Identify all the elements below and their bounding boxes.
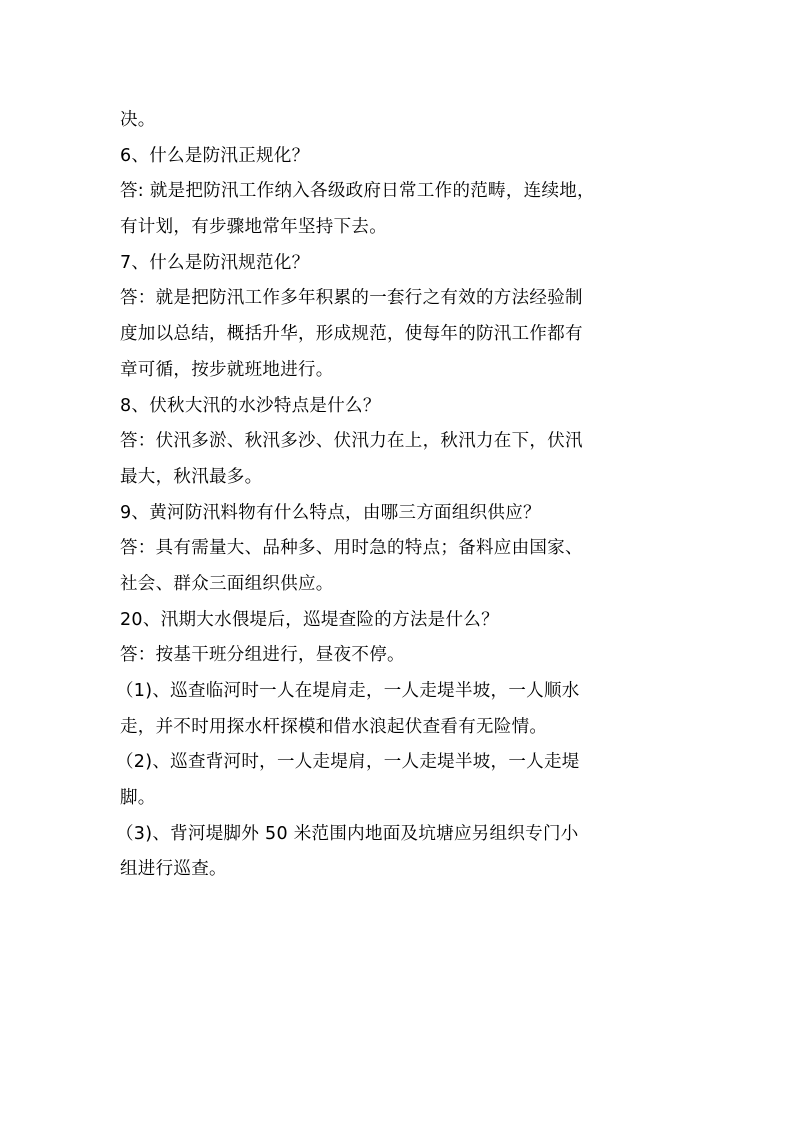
text-line-1: 决。 <box>120 110 156 130</box>
document-body <box>116 103 690 888</box>
answer-9-line-2: 社会、群众三面组织供应。 <box>120 573 334 594</box>
answer-7-line-1: 答：就是把防汛工作多年积累的一套行之有效的方法经验制 <box>120 288 583 309</box>
question-8: 8、伏秋大汛的水沙特点是什么？ <box>120 395 381 416</box>
answer-6-line-2: 有计划，有步骤地常年坚持下去。 <box>120 217 387 238</box>
answer-8-line-1: 答：伏汛多淤、秋汛多沙、伏汛力在上，秋汛力在下，伏汛 <box>120 431 583 452</box>
answer-8-line-2: 最大，秋汛最多。 <box>120 466 263 487</box>
answer-7-line-3: 章可循，按步就班地进行。 <box>120 359 334 380</box>
answer-20-line-1: 答：按基干班分组进行，昼夜不停。 <box>120 645 405 666</box>
answer-20-item-1-line-1: （1)、巡查临河时一人在堤肩走，一人走堤半坡，一人顺水 <box>116 681 580 701</box>
answer-9-line-1: 答：具有需量大、品种多、用时急的特点；备料应由国家、 <box>120 538 583 559</box>
answer-20-item-2-line-1: （2)、巡查背河时，一人走堤肩，一人走堤半坡，一人走堤 <box>116 752 580 773</box>
answer-6-line-1: 答: 就是把防汛工作纳入各级政府日常工作的范畴，连续地， <box>120 181 595 202</box>
answer-20-item-3-line-1: （3)、背河堤脚外 50 米范围内地面及坑塘应另组织专门小 <box>116 823 579 844</box>
answer-20-item-1-line-2: 走，并不时用探水杆探模和借水浪起伏查看有无险情。 <box>120 716 548 737</box>
question-6: 6、什么是防汛正规化？ <box>120 145 310 166</box>
question-20: 20、汛期大水偎堤后，巡堤查险的方法是什么？ <box>120 609 499 630</box>
answer-20-item-2-line-2: 脚。 <box>120 788 156 809</box>
question-9: 9、黄河防汛料物有什么特点，由哪三方面组织供应？ <box>120 502 541 523</box>
question-7: 7、什么是防汛规范化？ <box>120 252 310 273</box>
answer-20-item-3-line-2: 组进行巡查。 <box>120 859 227 880</box>
answer-7-line-2: 度加以总结，概括升华，形成规范，使每年的防汛工作都有 <box>120 324 583 345</box>
